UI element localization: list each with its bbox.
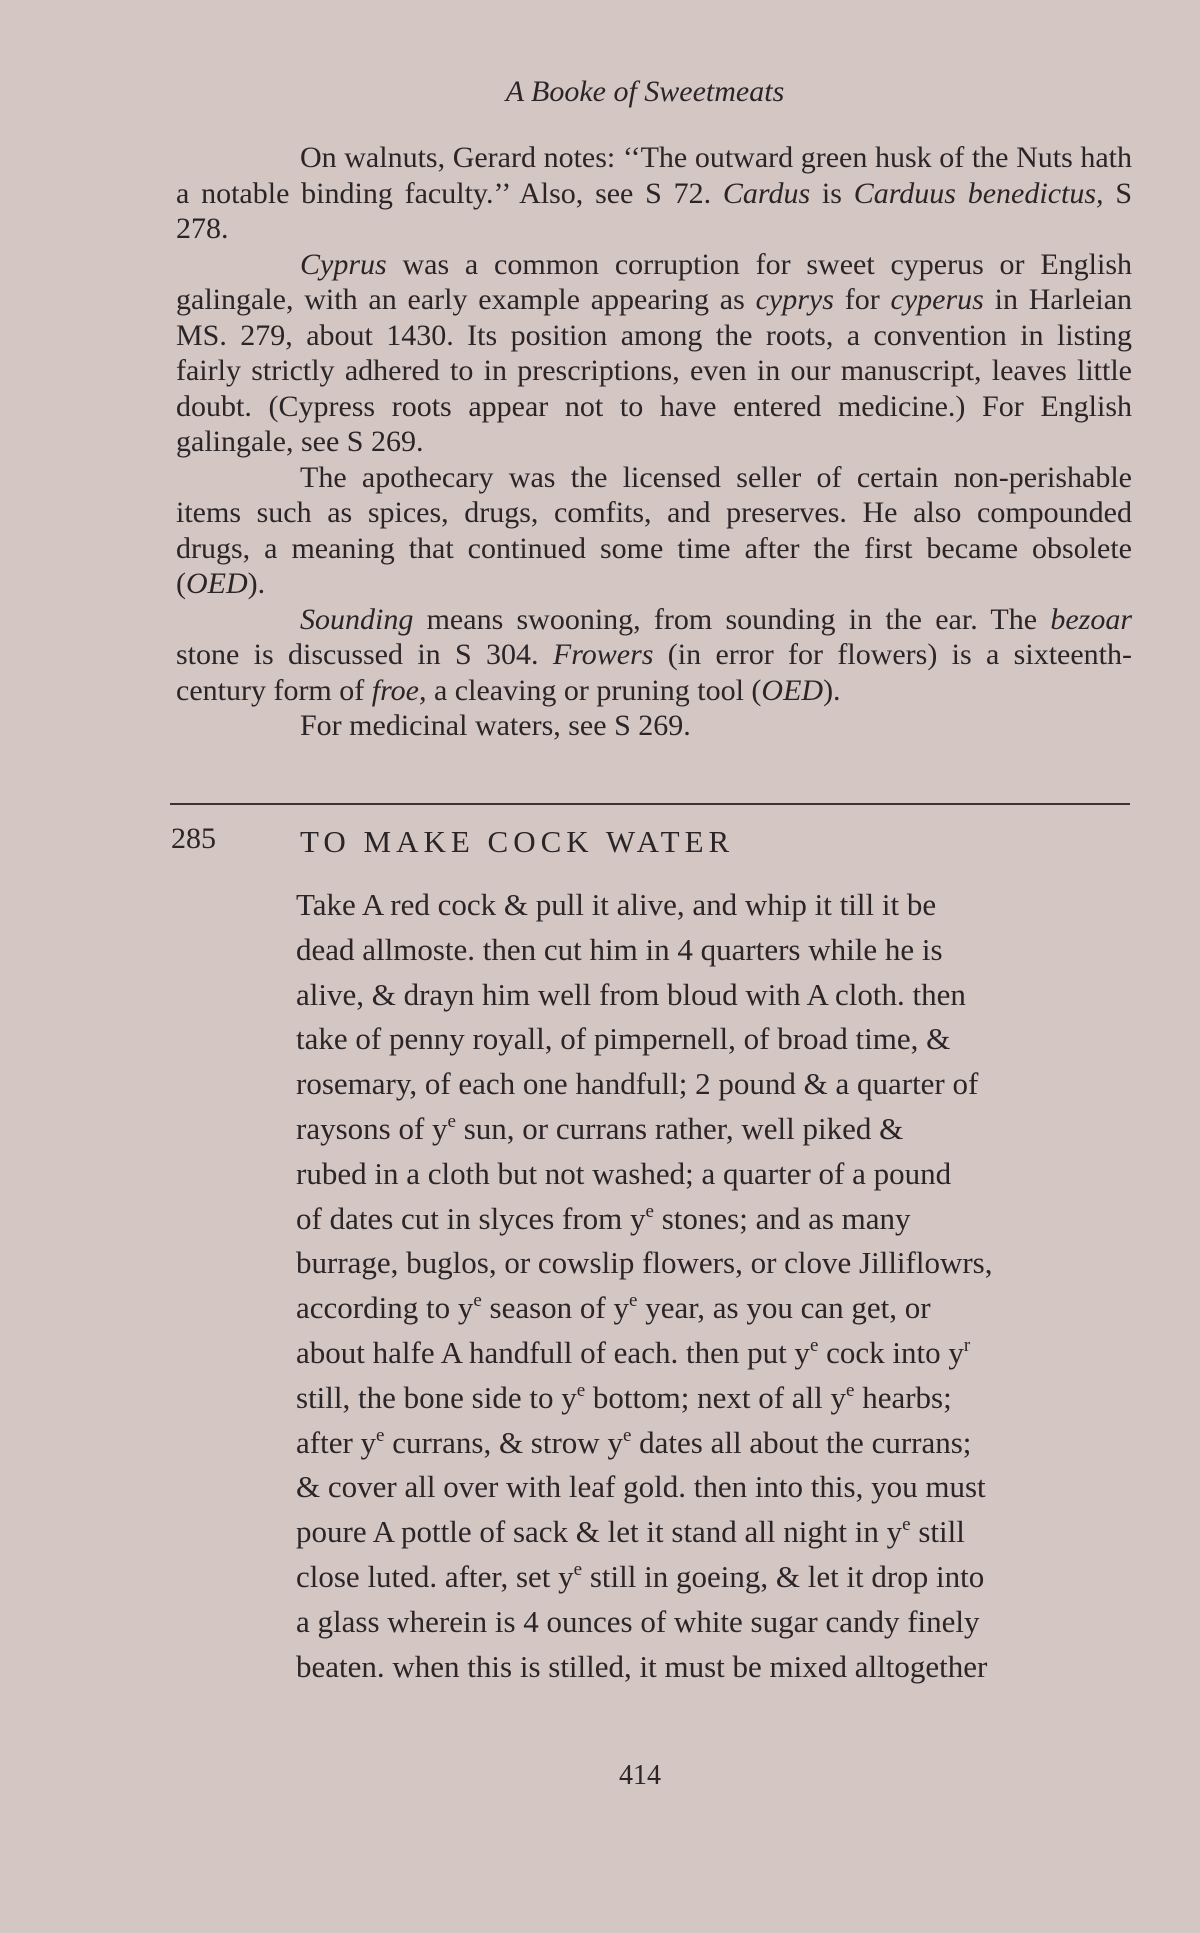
note-text: On walnuts, Gerard notes: ‘‘The outward green husk of the Nuts hath a notable binding faculty.’’ Also, see S 72. bbox=[176, 141, 1132, 210]
section-rule bbox=[170, 803, 1130, 805]
running-head: A Booke of Sweetmeats bbox=[505, 75, 785, 108]
recipe-line: burrage, buglos, or cowslip flowers, or clove Jilliflowrs, bbox=[296, 1245, 993, 1281]
recipe-line: of dates cut in slyces from $y^e$ stones; and as many bbox=[296, 1200, 911, 1236]
recipe-line: take of penny royall, of pimpernell, of broad time, & bbox=[296, 1021, 951, 1057]
note-text: ). bbox=[247, 567, 266, 600]
recipe-line: rosemary, of each one handfull; 2 pound & a quarter of bbox=[296, 1066, 979, 1102]
note-paragraph bbox=[176, 140, 1132, 247]
italic-term: Sounding bbox=[300, 602, 414, 636]
note-text: S 278. bbox=[176, 176, 1133, 245]
italic-term: Frowers bbox=[552, 638, 654, 671]
recipe-line: according to $y^e$ season of $y^e$ year, as you can get, or bbox=[296, 1290, 931, 1326]
recipe-text bbox=[296, 883, 1116, 1689]
italic-term: OED bbox=[186, 567, 248, 600]
italic-term: Carduus benedictus, bbox=[853, 176, 1104, 210]
italic-term: froe, bbox=[371, 673, 427, 707]
note-text: means swooning, from sounding in the ear. The bbox=[413, 602, 1051, 636]
italic-term: OED bbox=[761, 673, 824, 707]
italic-term: Cardus bbox=[722, 176, 811, 210]
italic-term: cyperus bbox=[890, 283, 984, 316]
recipe-line: dead allmoste. then cut him in 4 quarters while he is bbox=[296, 931, 943, 967]
commentary-notes bbox=[176, 140, 1132, 744]
note-paragraph bbox=[176, 247, 1132, 460]
recipe-line: beaten. when this is stilled, it must be mixed alltogether bbox=[296, 1648, 988, 1684]
note-text: stone is discussed in S 304. bbox=[176, 638, 553, 671]
note-text: (in error for flowers) is a sixteenth-century form of bbox=[176, 638, 1132, 707]
note-text: was a common corruption for sweet cyperus or English galingale, with an early example appearing as bbox=[176, 247, 1132, 316]
note-paragraph bbox=[176, 602, 1132, 709]
recipe-title: TO MAKE COCK WATER bbox=[300, 824, 735, 859]
note-paragraph bbox=[176, 460, 1132, 602]
note-text: ). bbox=[823, 673, 841, 707]
recipe-line: Take A red cock & pull it alive, and whip it till it be bbox=[296, 887, 937, 922]
note-text: a cleaving or pruning tool ( bbox=[426, 673, 762, 707]
note-text: is bbox=[810, 176, 854, 210]
note-text: in Harleian MS. 279, about 1430. Its position among the roots, a convention in listing fairly strictly adhered to in prescriptions, even in our manuscript, leaves little doubt. (Cypress roots appear not to have entered medicine.) For English galingale, see S 269. bbox=[176, 283, 1133, 458]
recipe-line: raysons of $y^e$ sun, or currans rather, well piked & bbox=[296, 1110, 904, 1146]
recipe-line: after $y^e$ currans, & strow $y^e$ dates all about the currans; bbox=[296, 1424, 972, 1460]
page-number: 414 bbox=[619, 1760, 661, 1791]
recipe-line: about halfe A handfull of each. then put $y^e$ cock into $y^r$ bbox=[296, 1334, 971, 1370]
note-text: The apothecary was the licensed seller of certain non-perishable items such as spices, drugs, comfits, and preserves. He also compounded drugs, a meaning that continued some time after the first became obsolete ( bbox=[176, 460, 1132, 600]
note-paragraph bbox=[176, 708, 1132, 744]
italic-term: bezoar bbox=[1050, 602, 1132, 636]
recipe-line: still, the bone side to $y^e$ bottom; next of all $y^e$ hearbs; bbox=[296, 1379, 952, 1415]
recipe-line: alive, & drayn him well from bloud with A cloth. then bbox=[296, 976, 966, 1012]
recipe-line: & cover all over with leaf gold. then into this, you must bbox=[296, 1469, 986, 1505]
recipe-line: rubed in a cloth but not washed; a quarter of a pound bbox=[296, 1155, 952, 1191]
italic-term: cyprys bbox=[755, 283, 834, 316]
recipe-number: 285 bbox=[171, 822, 216, 855]
note-text: For medicinal waters, see S 269. bbox=[300, 709, 691, 742]
recipe-line: a glass wherein is 4 ounces of white sugar candy finely bbox=[296, 1603, 980, 1639]
italic-term: Cyprus bbox=[300, 247, 387, 281]
note-text: for bbox=[833, 283, 891, 316]
recipe-line: poure A pottle of sack & let it stand all night in $y^e$ still bbox=[296, 1514, 965, 1550]
recipe-line: close luted. after, set $y^e$ still in goeing, & let it drop into bbox=[296, 1558, 985, 1594]
